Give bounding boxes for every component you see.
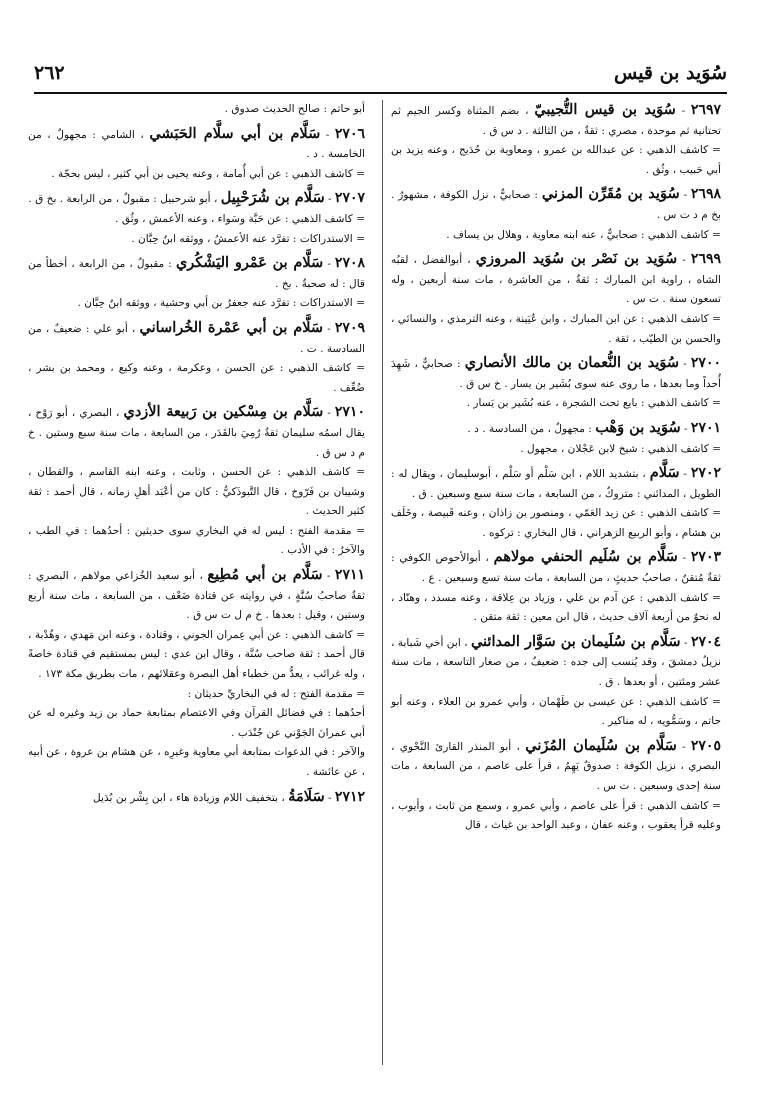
biography-entry [28,100,365,120]
entry-number: ٢٧٠٧ [334,190,365,207]
narrator-name: سُوَيد بن قيس التُّجيبيّ [534,101,676,118]
entry-note: = كاشف الذهبي : عن حَبَّة وسَواء ، وعنه الأعمش ، وثُق . [115,212,365,225]
biography-entry [391,547,721,627]
entry-heading: ٢٧٠٦ - سَلَّام بن أبي سلَّام الحَبَشي ، الشامي : مجهولٌ ، من الخامسة . د . [28,124,365,161]
entry-heading: ٢٧١٢ - سَلَامَةُ ، بتخفيف اللام وزيادة هاء ، ابن بِشْر بن بُدَيل [93,787,365,805]
entry-text: : مجهولٌ ، من السادسة . د . [467,422,592,435]
narrator-name: سَلَّام [649,464,680,482]
entry-text: ، الشامي : مجهولٌ ، من الخامسة . د . [28,128,365,161]
narrator-name: سَلَامَةُ [288,787,325,805]
narrator-name: سَلَّام بن أبي سلَّام الحَبَشي [149,124,321,142]
entry-number: ٢٧٠٨ [334,255,365,272]
entry-note: = كاشف الذهبي : عن الحسن ، وعكرمة ، وعنه وكيع ، ومحمد بن بشر ، ضُعِّف . [28,362,365,394]
entry-heading: ٢٧٠١ - سُوَيد بن وَهْب : مجهولٌ ، من السادسة . د . [467,418,721,436]
entry-note: = كاشف الذهبي : عن أبي أُمامة ، وعنه يحيى بن أبي كثير ، ليس بحجّة . [51,167,365,180]
entry-heading: ٢٧٠٠ - سُوَيد بن النُّعمان بن مالك الأنصاري : صحابيٌّ ، شَهِدَ أُحداً وما بعدها ، ما روى عنه سوى بُشَير بن يسار . خ س ق . [391,354,721,390]
entry-text: ، أبوالفضل ، لقبُه الشاه ، راوية ابن المبارك : ثقةٌ ، من العاشرة ، مات سنة أربعين ، وله تسعون سنة . ت س . [391,254,721,306]
entry-text: ، أبوالأحوص الكوفي : ثقةٌ مُتقنٌ ، صاحبُ حديثٍ ، من السابعة ، مات سنة تسع وسبعين . ع . [391,552,721,585]
entry-text: ، ابن أخي شَبابة ، نزيلُ دمشقَ ، وقد يُنسب إلى جده : ضعيفٌ ، من صغار التاسعة ، مات سنة عشر ومئتين ، أو بعدها . ق . [391,636,721,689]
entry-text: ، بتخفيف اللام وزيادة هاء ، ابن بِشْر بن بُدَيل [93,791,285,804]
narrator-name: سَلَّام بن أبي عَمْرة الخُراساني [139,318,324,336]
entry-heading: ٢٦٩٩ - سُوَيد بن نَصْر بن سُوَيد المروزي ، أبوالفضل ، لقبُه الشاه ، راوية ابن المبارك : ثقةٌ ، من العاشرة ، مات سنة أربعين ، وله تسعون سنة . ت س . [391,250,721,306]
entry-heading: ٢٧٠٧ - سَلَّام بن شُرَحْبِيل ، أبو شرحبيل : مقبولٌ ، من الرابعة . بخ ق . [28,189,365,207]
entry-heading: ٢٧٠٨ - سَلَّام بن عَمْرو اليَشْكُري : مقبولٌ ، من الرابعة ، أخطأ من قال : له صحبةٌ . بخ . [28,254,365,290]
entry-text: : صحابيٌّ ، شَهِدَ أُحداً وما بعدها ، ما روى عنه سوى بُشَير بن يسار . خ س ق . [391,358,721,390]
entry-heading: ٢٧٠٤ - سَلَّام بن سُلَيمان بن سَوَّار المدائني ، ابن أخي شَبابة ، نزيلُ دمشقَ ، وقد يُنسب إلى جده : ضعيفٌ ، من صغار التاسعة ، مات سنة عشر ومئتين ، أو بعدها . ق . [391,632,722,689]
narrator-name: سُوَيد بن وَهْب [595,418,681,436]
entry-number: ٢٧٠٥ [690,737,721,754]
biography-entry [28,318,365,398]
entry-number: ٢٧٠٩ [334,319,365,336]
entry-heading: ٢٧١١ - سَلَّام بن أبي مُطِيع ، أبو سعيد الخُزاعي مولاهم ، البصري : ثقةٌ صاحبُ سُنَّةٍ ، في روايته عن قتادة ضَعْف ، من السابعة ، مات سنة أربع وستين ، وقيل : بعدها . خ م ل ت س ق . [28,566,365,622]
entry-number: ٢٧٠٠ [690,355,721,372]
entry-note: = كاشف الذهبي : بايع تحت الشجرة ، عنه بُشَير بن يَسار . [466,397,721,410]
narrator-name: سَلَّام بن عَمْرو اليَشْكُري [175,254,324,272]
left-column [28,100,365,812]
entry-note: = مقدمة الفتح : له في البخاريِّ حديثان : [187,687,365,700]
biography-entry [391,249,721,349]
entry-heading: ٢٦٩٧ - سُوَيد بن قيس التُّجيبيّ ، بضم المثناة وكسر الجيم ثم تحتانية ثم موحدة ، مصري : ثقةٌ ، من الثالثة . د س ق . [391,101,721,137]
narrator-name: سُوَيد بن نَصْر بن سُوَيد المروزي [475,250,678,268]
biography-entry [391,463,721,543]
biography-entry [28,253,365,314]
entry-note: = كاشف الذهبي : عن آدم بن علي ، وزياد بن عِلاقة ، وعنه مسدد ، وهنّاد ، له نحوٌ من أربعة آلاف حديث ، قال ابن معين : ثقة متقن . [391,591,721,624]
entry-text: ، البصري ، أبو رَوْح ، يقال اسمُه سليمان ثقةٌ رُمِيَ بالقَدَر ، من السابعة ، مات سنة سبع وستين . خ م د س ق . [28,407,365,459]
page-number: ٢٦٢ [34,62,65,84]
entry-note: أحدُهما : في فضائل القرآن وفي الاعتصام بمتابعة حماد بن زيد وغيره له عن أبي عمرانَ الجَوْني عن جُنْدَب . [28,707,365,739]
narrator-name: سَلَّام بن أبي مُطِيع [207,566,323,584]
entry-number: ٢٧٠٦ [334,125,365,142]
entry-heading: ٢٧٠٥ - سَلَّام بن سُلَيمان المُزَني ، أبو المنذر القارئ النَّحْوي ، البصري ، نزيل الكوفة : صدوقٌ يَهِمُ ، قرأ على عاصم ، من السابعة ، مات سنة إحدى وسبعين . ت س . [391,736,721,792]
biography-entry [391,353,721,414]
entry-number: ٢٧٠٣ [690,549,721,566]
entry-note: = كاشف الذهبي : شيخ لابن عَجْلان ، مجهول . [520,442,721,455]
entry-note: = كاشف الذهبي : عن عبدالله بن عمرو ، ومعاوية بن حُدَيج ، وعنه يزيد بن أبي حَبيب ، وثُق . [391,144,721,176]
running-header [34,62,727,94]
entry-note: = كاشف الذهبي : عن أبي عِمران الجوني ، وقتادة ، وعنه ابن مَهدي ، وهُدْبة ، قال أحمد : ثقة صاحب سُنَّة ، وقال ابن عدي : ليس بمستقيم في قتادة خاصةً ، وله غرائب ، يعدُّ من خطباء أهل البصرة وعقلائهم ، مات بطريق مكة ١٧٣ . [28,628,365,681]
biography-entry [28,565,365,783]
biography-entry [391,184,721,245]
column-divider [382,100,383,1065]
narrator-name: سَلَّام بن شُرَحْبِيل [220,189,325,207]
entry-note: = كاشف الذهبي : عن ابن المبارك ، وابن عُيَينة ، وعنه الترمذي ، والنسائي ، والحسن بن الطيّب ، ثقة . [391,312,721,345]
biography-entry [391,632,721,732]
header-rule [34,92,727,94]
entry-text: ، بتشديد اللام ، ابن سَلْم أو سَلْم ، أبوسليمان ، ويقال له : الطويل ، المدائني : متروكٌ ، من السابعة ، مات سنة سبع وسبعين . ق . [391,468,721,500]
entry-heading: ٢٧٠٢ - سَلَّام ، بتشديد اللام ، ابن سَلْم أو سَلْم ، أبوسليمان ، ويقال له : الطويل ، المدائني : متروكٌ ، من السابعة ، مات سنة سبع وسبعين . ق . [391,464,721,500]
narrator-name: سَلَّام بن سُلَيم الحنفي مولاهم [493,548,678,566]
biography-entry [391,736,721,836]
biography-entry [28,188,365,249]
entry-note: = الاستدراكات : تفرَّد عنه جعفرُ بن أبي وحشية ، ووثقه ابنُ حِبَّان . [77,297,365,310]
narrator-name: سَلَّام بن مِسْكين بن رَبيعة الأزدي [123,403,324,421]
entry-text: ، بضم المثناة وكسر الجيم ثم تحتانية ثم موحدة ، مصري : ثقةٌ ، من الثالثة . د س ق . [391,105,721,137]
narrator-name: سُوَيد بن مُقَرِّن المزني [541,185,680,203]
entry-text: أبو حاتم : صالح الحديث صدوق . [224,103,365,115]
biography-entry [391,418,721,459]
entry-heading: ٢٧٠٣ - سَلَّام بن سُلَيم الحنفي مولاهم ، أبوالأحوص الكوفي : ثقةٌ مُتقنٌ ، صاحبُ حديثٍ ، من السابعة ، مات سنة تسع وسبعين . ع . [391,548,721,585]
entry-number: ٢٧٠٤ [690,633,722,650]
right-column [391,100,721,840]
entry-number: ٢٧١١ [334,567,365,584]
running-title: سُوَيد بن قيس [613,62,727,84]
entry-number: ٢٦٩٩ [690,251,721,268]
entry-heading: ٢٧٠٩ - سَلَّام بن أبي عَمْرة الخُراساني ، أبو علي : ضعيفٌ ، من السادسة . ت . [28,318,365,355]
narrator-name: سُوَيد بن النُّعمان بن مالك الأنصاري [464,354,680,372]
narrator-name: سَلَّام بن سُلَيمان بن سَوَّار المدائني [470,632,681,650]
entry-number: ٢٧٠١ [690,419,721,436]
entry-text: ، أبو المنذر القارئ النَّحْوي ، البصري ، نزيل الكوفة : صدوقٌ يَهِمُ ، قرأ على عاصم ، من السابعة ، مات سنة إحدى وسبعين . ت س . [391,740,721,792]
biography-entry [391,100,721,180]
entry-text: ، أبو سعيد الخُزاعي مولاهم ، البصري : ثقةٌ صاحبُ سُنَّةٍ ، في روايته عن قتادة ضَعْف ، من السابعة ، مات سنة أربع وستين ، وقيل : بعدها . خ م ل ت س ق . [28,570,365,622]
entry-note: = الاستدراكات : تفرَّد عنه الأعمشُ ، ووثقه ابنُ حِبَّان . [131,232,365,245]
entry-number: ٢٦٩٨ [690,186,721,203]
entry-heading: ٢٧١٠ - سَلَّام بن مِسْكين بن رَبيعة الأزدي ، البصري ، أبو رَوْح ، يقال اسمُه سليمان ثقةٌ رُمِيَ بالقَدَر ، من السابعة ، مات سنة سبع وستين . خ م د س ق . [28,403,365,459]
entry-text: : مقبولٌ ، من الرابعة ، أخطأ من قال : له صحبةٌ . بخ . [28,258,365,290]
entry-note: = كاشف الذهبي : عن زيد العَمّي ، ومنصور بن زاذان ، وعنه قَبيصة ، وخَلَف بن هشام ، وأبو الربيع الزهراني ، قال البخاري : تركوه . [391,507,721,539]
entry-note: والآخر : في الدعوات بمتابعة أبي معاوية وغيرِه ، عن هشام بن عروة ، عن أبيه ، عن عائشة . [28,746,365,778]
narrator-name: سَلَّام بن سُلَيمان المُزَني [525,736,677,754]
entry-heading [28,100,365,120]
entry-heading: ٢٦٩٨ - سُوَيد بن مُقَرِّن المزني : صحابيٌّ ، نزل الكوفة ، مشهورٌ . بخ م د ت س . [391,185,721,221]
entry-note: = كاشف الذهبي : صحابيٌّ ، عنه ابنه معاوية ، وهلال بن يساف . [446,228,721,241]
biography-entry [28,787,365,809]
entry-number: ٢٧١٠ [334,404,365,421]
entry-note: = مقدمة الفتح : ليس له في البخاري سوى حديثين : أحدُهما : في الطب ، والآخرُ : في الأدب . [28,524,365,557]
entry-note: = كاشف الذهبي : عن عيسى بن طَهْمان ، وأبي عمرو بن العلاء ، وعنه أبو حاتم ، وسَمُّويه ، له مناكير . [391,695,721,728]
biography-entry [28,402,365,561]
entry-text: ، أبو علي : ضعيفٌ ، من السادسة . ت . [28,322,365,355]
entry-note: = كاشف الذهبي : عن الحسن ، وثابت ، وعنه ابنه القاسم ، والقطان ، وشيبان بن فَرّوخ ، قال التَّبوذَكيُّ : كان من أعْبَد أهلِ زمانه ، قال أحمد : ثقة كثير الحديث . [28,466,365,518]
entry-number: ٢٧٠٢ [690,465,721,482]
entry-number: ٢٦٩٧ [690,102,721,118]
entry-number: ٢٧١٢ [334,788,365,805]
biography-entry [28,124,365,185]
entry-text: : صحابيٌّ ، نزل الكوفة ، مشهورٌ . بخ م د ت س . [391,189,721,221]
entry-text: ، أبو شرحبيل : مقبولٌ ، من الرابعة . بخ ق . [28,193,218,206]
entry-note: = كاشف الذهبي : قرأ على عاصم ، وأبي عمرو ، وسمع من ثابت ، وأيوب ، وعليه قرأ يعقوب ، وعنه عفان ، وعبد الواحد بن غياث ، قال [391,799,721,832]
